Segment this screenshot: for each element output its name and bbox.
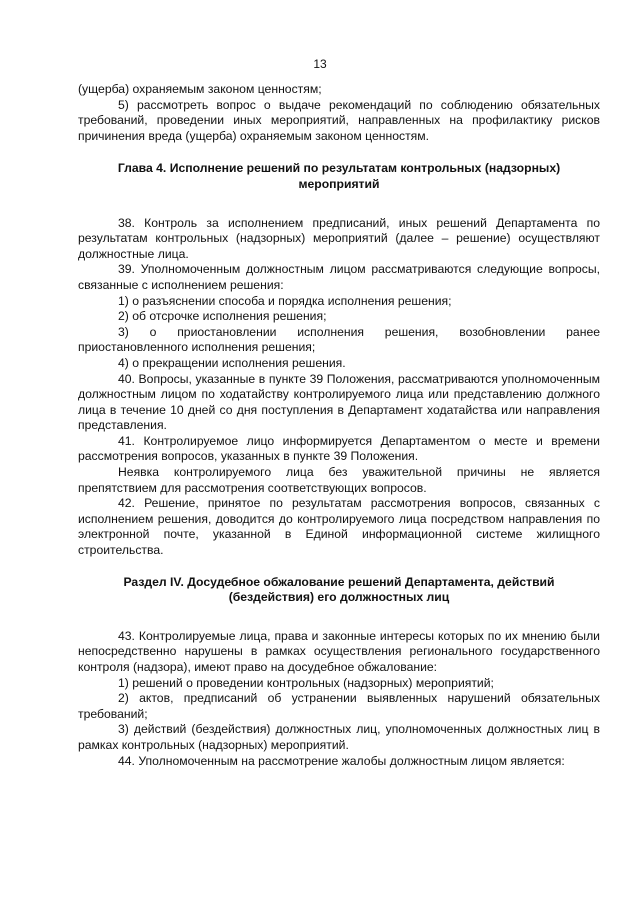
paragraph-39: 39. Уполномоченным должностным лицом рассматриваются следующие вопросы, связанные с исполнением решения: [78, 262, 600, 292]
paragraph: (ущерба) охраняемым законом ценностям; [78, 82, 322, 96]
page-content [78, 82, 600, 769]
section-4-heading: Раздел IV. Досудебное обжалование решений Департамента, действий (бездействия) его должностных лиц [123, 574, 555, 605]
list-item: 1) решений о проведении контрольных (надзорных) мероприятий; [118, 675, 494, 690]
paragraph-40: 40. Вопросы, указанные в пункте 39 Положения, рассматриваются уполномоченным должностным лицом по ходатайству контролируемого лица или представлению должного лица в течение 10 дней со дня поступления в Департамент ходатайства или направления представления. [78, 371, 600, 433]
paragraph-44: 44. Уполномоченным на рассмотрение жалобы должностным лицом является: [118, 753, 565, 768]
paragraph-38: 38. Контроль за исполнением предписаний, иных решений Департамента по результатам контрольных (надзорных) мероприятий (далее – решение) осуществляют должностные лица. [78, 215, 600, 261]
list-item: 2) актов, предписаний об устранении выявленных нарушений обязательных требований; [78, 691, 600, 721]
paragraph-43: 43. Контролируемые лица, права и законные интересы которых по их мнению были непосредственно нарушены в рамках осуществления регионального государственного контроля (надзора), имеют право на досудебное обжалование: [78, 628, 600, 674]
page-number: 13 [313, 57, 327, 71]
list-item: 3) о приостановлении исполнения решения, возобновлении ранее приостановленного исполнения решения; [78, 324, 600, 355]
chapter-4-heading: Глава 4. Исполнение решений по результатам контрольных (надзорных) мероприятий [117, 161, 561, 191]
list-item: 1) о разъяснении способа и порядка исполнения решения; [118, 293, 452, 308]
paragraph-41: 41. Контролируемое лицо информируется Департаментом о месте и времени рассмотрения вопросов, указанных в пункте 39 Положения. [78, 433, 600, 464]
list-item: 2) об отсрочке исполнения решения; [118, 309, 327, 324]
paragraph: 5) рассмотреть вопрос о выдаче рекомендаций по соблюдению обязательных требований, проведении иных мероприятий, направленных на профилактику рисков причинения вреда (ущерба) охраняемым законом ценностям. [78, 97, 600, 143]
paragraph-42: 42. Решение, принятое по результатам рассмотрения вопросов, связанных с исполнением решения, доводится до контролируемого лица посредством направления по электронной почте, указанной в Единой информационной системе жилищного строительства. [78, 496, 600, 558]
list-item: 4) о прекращении исполнения решения. [118, 355, 346, 370]
paragraph: Неявка контролируемого лица без уважительной причины не является препятствием для рассмотрения соответствующих вопросов. [78, 465, 600, 495]
list-item: 3) действий (бездействия) должностных лиц, уполномоченных должностных лиц в рамках контрольных (надзорных) мероприятий. [78, 722, 600, 752]
